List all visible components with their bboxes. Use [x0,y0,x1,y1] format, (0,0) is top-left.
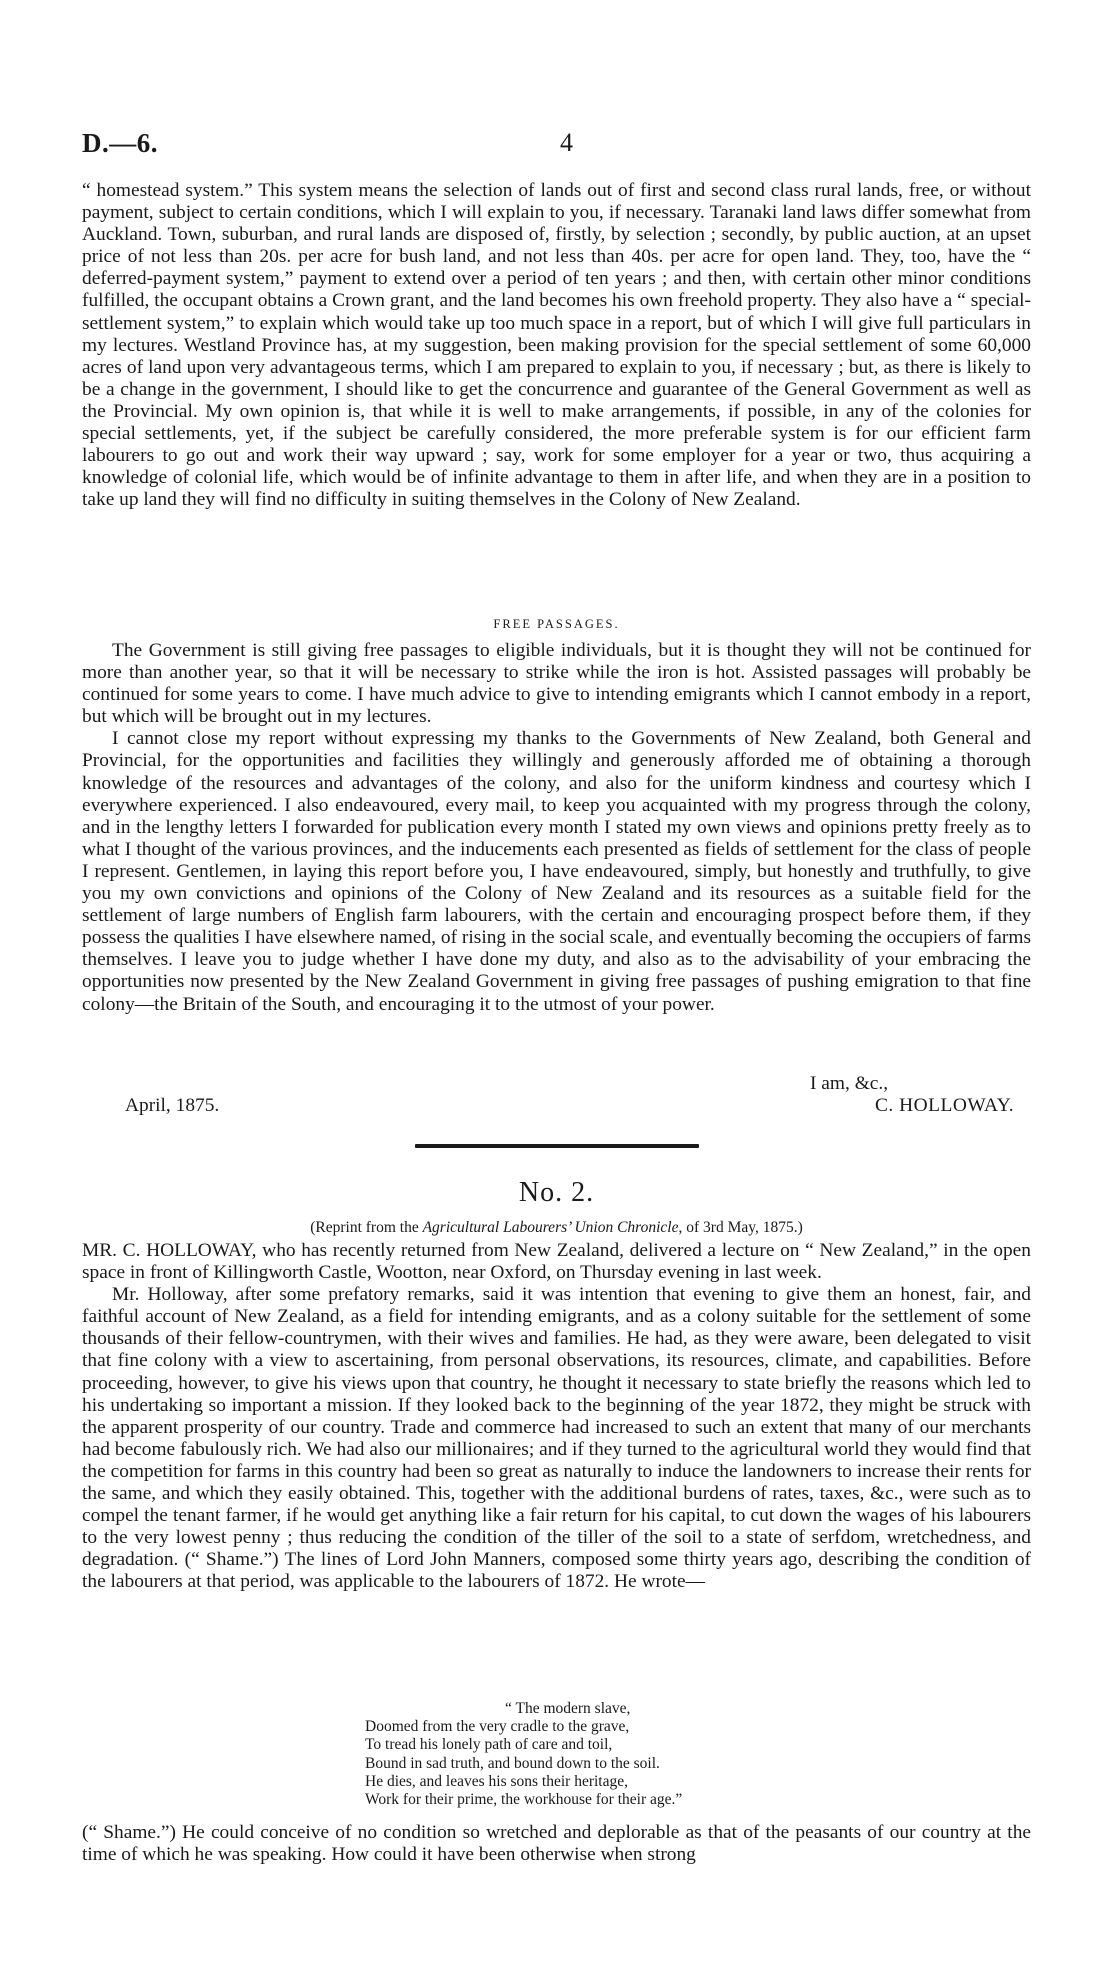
report-continuation [82,180,1031,511]
section-heading-free-passages: FREE PASSAGES. [493,617,620,631]
verse-line: To tread his lonely path of care and toil, [365,1736,613,1754]
verse-line: “ The modern slave, [505,1700,631,1717]
verse-line: Doomed from the very cradle to the grave, [365,1718,630,1736]
verse-line: He dies, and leaves his sons their heritage, [365,1772,628,1790]
section-divider [415,1144,699,1148]
paragraph-free-passages: The Government is still giving free passages to eligible individuals, but it is thought they will not be continued for more than another year, so that it will be necessary to strike while the iron is hot. Assisted passages will probably be continued for some years to come. I have much advice to give to intending emigrants which I cannot embody in a report, but which will be brought out in my lectures. [82,640,1031,728]
paragraph-lecture-body: Mr. Holloway, after some prefatory remarks, said it was intention that evening to give them an honest, fair, and faithful account of New Zealand, as a field for intending emigrants, and as a colony suitable for the settlement of some thousands of their fellow-countrymen, with their wives and families. He had, as they were aware, been delegated to visit that fine colony with a view to ascertaining, from personal observations, its resources, climate, and capabilities. Before proceeding, however, to give his views upon that country, he thought it necessary to state briefly the reasons which led to his undertaking so important a mission. If they looked back to the beginning of the year 1872, they might be struck with the apparent prosperity of our country. Trade and commerce had increased to such an extent that many of our merchants had become fabulously rich. We had also our millionaires; and if they turned to the agricultural world they would find that the competition for farms in this country had been so great as naturally to induce the landowners to increase their rents for the same, and which they easily obtained. This, together with the additional burdens of rates, taxes, &c., were such as to compel the tenant farmer, if he would get anything like a fair return for his capital, to cut down the wages of his labourers to the very lowest penny ; thus reducing the condition of the tiller of the soil to a state of serfdom, wretchedness, and degradation. (“ Shame.”) The lines of Lord John Manners, composed some thirty years ago, describing the condition of the labourers at that period, was applicable to the labourers of 1872. He wrote— [82,1284,1031,1593]
page-number: 4 [560,128,573,157]
document-number-heading: No. 2. [518,1177,595,1208]
paragraph-land-systems: “ homestead system.” This system means the selection of lands out of first and second class rural lands, free, or without payment, subject to certain conditions, which I will explain to you, if necessary. Taranaki land laws differ somewhat from Auckland. Town, suburban, and rural lands are disposed of, firstly, by selection ; secondly, by public auction, at an upset price of not less than 20s. per acre for bush land, and not less than 40s. per acre for open land. They, too, have the “ deferred-payment system,” payment to extend over a period of ten years ; and then, with certain other minor conditions fulfilled, the occupant obtains a Crown grant, and the land becomes his own freehold property. They also have a “ special-settlement system,” to explain which would take up too much space in a report, but of which I will give full particulars in my lectures. Westland Province has, at my suggestion, been making provision for the special settlement of some 60,000 acres of land upon very advantageous terms, which I am prepared to explain to you, if necessary ; but, as there is likely to be a change in the government, I should like to get the concurrence and guarantee of the General Government as well as the Provincial. My own opinion is, that while it is well to make arrangements, if possible, in any of the colonies for special settlements, yet, if the subject be carefully considered, the more preferable system is for our efficient farm labourers to go out and work their way upward ; say, work for some employer for a year or two, thus acquiring a knowledge of colonial life, which would be of infinite advantage to them in after life, and when they are in a position to take up land they will find no difficulty in suiting themselves in the Colony of New Zealand. [82,180,1031,511]
lecture-report [82,1240,1031,1594]
closing-salutation: I am, &c., [810,1073,889,1094]
reprint-note-prefix: (Reprint from the [310,1219,423,1236]
signatory-name: C. HOLLOWAY. [875,1095,1015,1116]
reprint-source-title: Agricultural Labourers’ Union Chronicle [422,1219,679,1236]
paragraph-shame-response: (“ Shame.”) He could conceive of no condition so wretched and deplorable as that of the peasants of our country at the time of which he was speaking. How could it have been otherwise when strong [82,1822,1031,1866]
quoted-verse [365,1700,865,1809]
verse-line: Work for their prime, the workhouse for their age.” [365,1791,683,1809]
document-reference: D.—6. [82,128,158,158]
paragraph-closing-remarks: I cannot close my report without expressing my thanks to the Governments of New Zealand, both General and Provincial, for the opportunities and facilities they willingly and generously afforded me of obtaining a thorough knowledge of the resources and advantages of the colony, and also for the uniform kindness and courtesy which I everywhere experienced. I also endeavoured, every mail, to keep you acquainted with my progress through the colony, and in the lengthy letters I forwarded for publication every month I stated my own views and opinions pretty freely as to what I thought of the various provinces, and the inducements each presented as fields of settlement for the class of people I represent. Gentlemen, in laying this report before you, I have endeavoured, simply, but honestly and truthfully, to give you my own convictions and opinions of the Colony of New Zealand and its resources as a suitable field for the settlement of large numbers of English farm labourers, with the certain and encouraging prospect before them, if they possess the qualities I have elsewhere named, of rising in the social scale, and eventually becoming the occupiers of farms themselves. I leave you to judge whether I have done my duty, and also as to the advisability of your embracing the opportunities now presented by the New Zealand Government in giving free passages of pushing emigration to that fine colony—the Britain of the South, and encouraging it to the utmost of your power. [82,728,1031,1015]
page-header [82,128,1032,168]
free-passages-section [82,640,1031,1016]
verse-line: Bound in sad truth, and bound down to the soil. [365,1754,660,1772]
report-date: April, 1875. [125,1095,220,1116]
reprint-note [82,1219,1031,1237]
reprint-note-suffix: , of 3rd May, 1875.) [678,1219,803,1236]
lecture-continuation [82,1822,1031,1866]
paragraph-lecture-intro: MR. C. HOLLOWAY, who has recently returned from New Zealand, delivered a lecture on “ New Zealand,” in the open space in front of Killingworth Castle, Wootton, near Oxford, on Thursday evening in last week. [82,1240,1031,1284]
